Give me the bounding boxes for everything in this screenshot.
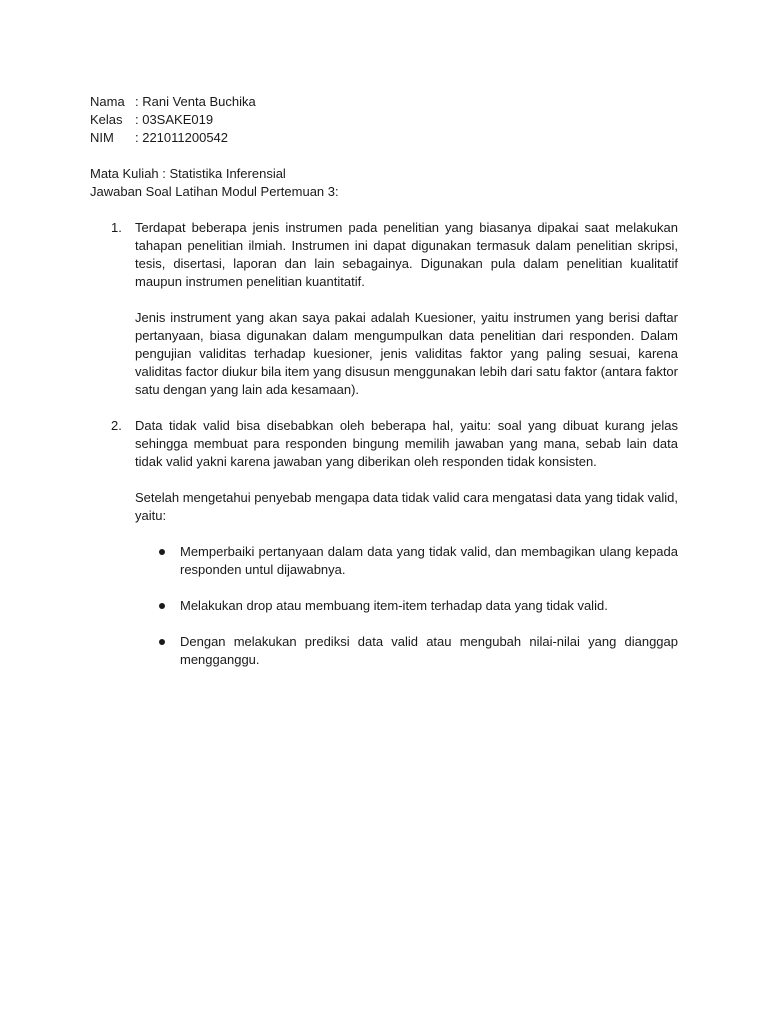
answers-title: Jawaban Soal Latihan Modul Pertemuan 3:	[90, 184, 339, 199]
answer-paragraph: Setelah mengetahui penyebab mengapa data tidak valid cara mengatasi data yang tidak valid, yaitu:	[135, 490, 678, 523]
answer-number: 1.	[111, 220, 122, 235]
answer-paragraph: Jenis instrument yang akan saya pakai adalah Kuesioner, yaitu instrumen yang berisi daftar pertanyaan, biasa digunakan dalam mengumpulkan data penelitian dari responden. Dalam pengujian validitas terhadap kuesioner, jenis validitas faktor yang paling sesuai, karena validitas factor diukur bila item yang disusun menggunakan lebih dari satu faktor (antara faktor satu dengan yang lain ada kesamaan).	[135, 310, 678, 397]
answer-list	[90, 219, 678, 669]
bullet-item	[135, 597, 678, 615]
bullet-dot-icon	[159, 603, 165, 609]
answer-item-2	[90, 417, 678, 669]
bullet-item	[135, 543, 678, 579]
course-info	[90, 165, 678, 201]
nim-label: NIM	[90, 130, 114, 145]
student-info	[90, 93, 256, 147]
kelas-row	[90, 111, 256, 129]
nama-row	[90, 93, 256, 111]
bullet-text: Dengan melakukan prediksi data valid atau mengubah nilai-nilai yang dianggap mengganggu.	[180, 634, 678, 667]
nim-row	[90, 129, 256, 147]
nim-value: : 221011200542	[135, 130, 229, 145]
answer-number: 2.	[111, 418, 122, 433]
bullet-item	[135, 633, 678, 669]
answer-paragraph: Terdapat beberapa jenis instrumen pada penelitian yang biasanya dipakai saat melakukan tahapan penelitian ilmiah. Instrumen ini dapat digunakan termasuk dalam penelitian skripsi, tesis, disertasi, laporan dan lain sebagainya. Digunakan pula dalam penelitian kualitatif maupun instrumen penelitian kuantitatif.	[135, 220, 678, 289]
bullet-text: Melakukan drop atau membuang item-item terhadap data yang tidak valid.	[180, 598, 608, 613]
bullet-text: Memperbaiki pertanyaan dalam data yang tidak valid, dan membagikan ulang kepada responden untul dijawabnya.	[180, 544, 678, 577]
bullet-dot-icon	[159, 639, 165, 645]
nama-value: : Rani Venta Buchika	[135, 94, 256, 109]
kelas-value: : 03SAKE019	[135, 112, 214, 127]
kelas-label: Kelas	[90, 112, 123, 127]
solution-bullet-list	[135, 543, 678, 669]
nama-label: Nama	[90, 94, 125, 109]
answer-paragraph: Data tidak valid bisa disebabkan oleh beberapa hal, yaitu: soal yang dibuat kurang jelas sehingga membuat para responden bingung memilih jawaban yang mana, sebab lain data tidak valid yakni karena jawaban yang diberikan oleh responden tidak konsisten.	[135, 418, 678, 469]
course-name: Mata Kuliah : Statistika Inferensial	[90, 166, 286, 181]
bullet-dot-icon	[159, 549, 165, 555]
answer-item-1	[90, 219, 678, 399]
